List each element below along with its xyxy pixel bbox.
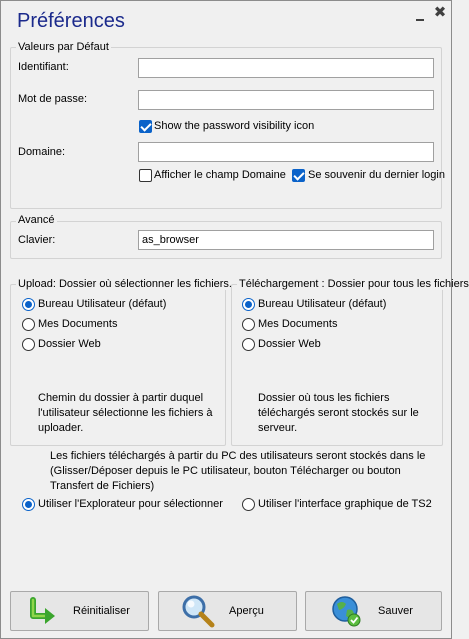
afficher-domaine-checkbox[interactable] — [139, 169, 152, 182]
show-password-label[interactable]: Show the password visibility icon — [154, 120, 315, 132]
afficher-domaine-label[interactable]: Afficher le champ Domaine — [154, 169, 286, 181]
download-option-web-radio[interactable] — [242, 338, 255, 351]
souvenir-checkbox[interactable] — [292, 169, 305, 182]
download-option-documents-label[interactable]: Mes Documents — [258, 318, 338, 330]
download-description-line: Dossier où tous les fichiers — [258, 392, 390, 404]
upload-description — [38, 391, 213, 436]
download-description-line: serveur. — [258, 422, 298, 434]
download-legend: Téléchargement : Dossier pour tous les fichiers — [239, 278, 469, 290]
window-title: Préférences — [17, 10, 125, 32]
download-option-bureau-label[interactable]: Bureau Utilisateur (défaut) — [258, 298, 387, 310]
identifiant-label: Identifiant: — [18, 61, 69, 73]
transfer-description-line: (Glisser/Déposer depuis le PC utilisateur, bouton Télécharger ou bouton — [50, 465, 401, 477]
upload-option-bureau-label[interactable]: Bureau Utilisateur (défaut) — [38, 298, 167, 310]
transfer-description — [50, 449, 445, 494]
reset-button[interactable] — [10, 591, 149, 631]
domaine-label: Domaine: — [18, 146, 66, 158]
download-option-documents-radio[interactable] — [242, 318, 255, 331]
upload-option-documents-radio[interactable] — [22, 318, 35, 331]
domaine-input[interactable] — [138, 142, 434, 162]
upload-option-web-radio[interactable] — [22, 338, 35, 351]
upload-legend: Upload: Dossier où sélectionner les fichiers. — [18, 278, 232, 290]
upload-option-bureau-radio[interactable] — [22, 298, 35, 311]
download-description — [258, 391, 419, 436]
upload-option-web-label[interactable]: Dossier Web — [38, 338, 101, 350]
password-label: Mot de passe: — [18, 93, 88, 105]
save-button[interactable] — [305, 591, 442, 631]
upload-description-line: uploader. — [38, 422, 84, 434]
show-password-checkbox[interactable] — [139, 120, 152, 133]
transfer-explorer-label[interactable]: Utiliser l'Explorateur pour sélectionner — [38, 498, 223, 510]
upload-description-line: l'utilisateur sélectionne les fichiers à — [38, 407, 213, 419]
reset-button-label: Réinitialiser — [73, 605, 130, 617]
advanced-legend: Avancé — [18, 214, 55, 226]
transfer-description-line: Les fichiers téléchargés à partir du PC des utilisateurs seront stockés dans le — [50, 450, 426, 462]
transfer-description-line: Transfert de Fichiers) — [50, 480, 155, 492]
magnifier-icon — [181, 594, 215, 628]
minimize-button[interactable] — [414, 9, 426, 25]
transfer-ts2-label[interactable]: Utiliser l'interface graphique de TS2 — [258, 498, 432, 510]
clavier-input[interactable] — [138, 230, 434, 250]
upload-option-documents-label[interactable]: Mes Documents — [38, 318, 118, 330]
identifiant-input[interactable] — [138, 58, 434, 78]
close-button[interactable]: ✖ — [433, 4, 447, 21]
download-option-web-label[interactable]: Dossier Web — [258, 338, 321, 350]
reset-arrow-icon — [25, 596, 57, 626]
save-button-label: Sauver — [378, 605, 413, 617]
preview-button[interactable] — [158, 591, 297, 631]
globe-save-icon — [330, 594, 364, 628]
transfer-ts2-radio[interactable] — [242, 498, 255, 511]
preview-button-label: Aperçu — [229, 605, 264, 617]
password-input[interactable] — [138, 90, 434, 110]
download-description-line: téléchargés seront stockés sur le — [258, 407, 419, 419]
upload-description-line: Chemin du dossier à partir duquel — [38, 392, 204, 404]
defaults-legend: Valeurs par Défaut — [18, 41, 109, 53]
clavier-label: Clavier: — [18, 234, 56, 246]
download-option-bureau-radio[interactable] — [242, 298, 255, 311]
souvenir-label[interactable]: Se souvenir du dernier login — [308, 169, 445, 181]
transfer-explorer-radio[interactable] — [22, 498, 35, 511]
